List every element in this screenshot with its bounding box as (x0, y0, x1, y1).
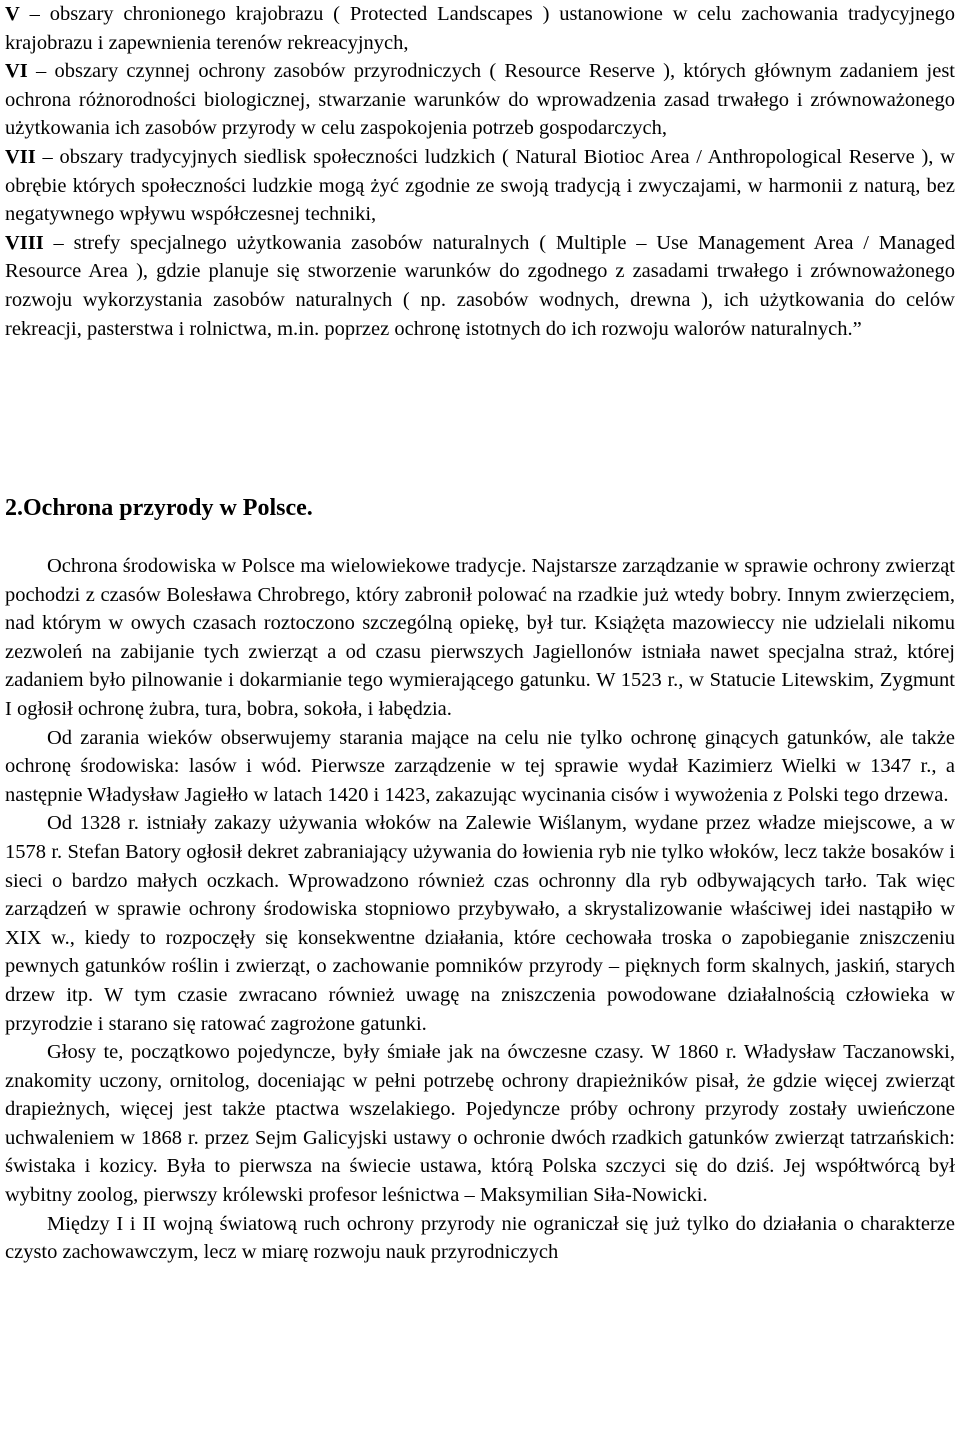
category-numeral: VII (5, 145, 36, 168)
paragraph: Od zarania wieków obserwujemy starania mające na celu nie tylko ochronę ginących gatunków, ale także ochronę środowiska: lasów i wód. Pierwsze zarządzenie w tej sprawie wydał Kazimierz Wielki w 1347 r., a następnie Władysław Jagiełło w latach 1420 i 1423, zakazując wycinania cisów i wywożenia z Polski tego drzewa. (5, 726, 955, 806)
section-body (5, 552, 955, 1267)
section-heading: 2.Ochrona przyrody w Polsce. (5, 495, 313, 521)
document-page (5, 0, 955, 1264)
paragraph: Między I i II wojną światową ruch ochrony przyrody nie ograniczał się już tylko do działania o charakterze czysto zachowawczym, lecz w miarę rozwoju nauk przyrodniczych (5, 1212, 955, 1264)
category-numeral: VIII (5, 231, 44, 254)
category-item-vi (5, 57, 955, 143)
category-numeral: VI (5, 60, 28, 83)
paragraph: Od 1328 r. istniały zakazy używania włoków na Zalewie Wiślanym, wydane przez władze miejscowe, a w 1578 r. Stefan Batory ogłosił dekret zabraniający używania do łowienia ryb nie tylko włoków, lecz także bosaków i sieci o bardzo małych oczkach. Wprowadzono również czas ochronny dla ryb odbywających tarło. Tak więc zarządzeń w sprawie ochrony środowiska stopniowo przybywało, a skrystalizowanie właściwej idei nastąpiło w XIX w., kiedy to rozpoczęły się konsekwentne działania, które cechowała troska o zapobieganie zniszczeniu pewnych gatunków roślin i zwierząt, o zachowanie pomników przyrody – pięknych form skalnych, jaskiń, starych drzew itp. W tym czasie zwracano również uwagę na zniszczenia powodowane działalnością człowieka w przyrodzie i starano się ratować zagrożone gatunki. (5, 812, 955, 1035)
category-item-viii (5, 229, 955, 343)
category-item-vii (5, 143, 955, 229)
category-description: – strefy specjalnego użytkowania zasobów naturalnych ( Multiple – Use Management Area / Managed Resource Area ), gdzie planuje się stworzenie warunków do zgodnego z zasadami trwałego i zrównoważonego rozwoju wykorzystania zasobów naturalnych ( np. zasobów wodnych, drewna ), ich użytkowania do celów rekreacji, pasterstwa i rolnictwa, m.in. poprzez ochronę istotnych do ich rozwoju walorów naturalnych.” (5, 231, 955, 340)
category-description: – obszary chronionego krajobrazu ( Protected Landscapes ) ustanowione w celu zachowania tradycyjnego krajobrazu i zapewnienia terenów rekreacyjnych, (5, 3, 955, 54)
paragraph: Ochrona środowiska w Polsce ma wielowiekowe tradycje. Najstarsze zarządzanie w sprawie ochrony zwierząt pochodzi z czasów Bolesława Chrobrego, który zabronił polować na rzadkie już wtedy bobry. Innym zwierzęciem, nad którym w owych czasach roztoczono szczególną opiekę, był tur. Książęta mazowieccy nie udzielali nikomu zezwoleń na zabijanie tych zwierząt a od czasu pierwszych Jagiellonów istniała nawet specjalna straż, której zadaniem było pilnowanie i dokarmianie tego wymierającego gatunku. W 1523 r., w Statucie Litewskim, Zygmunt I ogłosił ochronę żubra, tura, bobra, sokoła, i łabędzia. (5, 555, 955, 720)
category-numeral: V (5, 3, 20, 25)
category-description: – obszary czynnej ochrony zasobów przyrodniczych ( Resource Reserve ), których głównym zadaniem jest ochrona różnorodności biologicznej, stwarzanie warunków do wprowadzenia zasad trwałego i zrównoważonego użytkowania ich zasobów przyrody w celu zaspokojenia potrzeb gospodarczych, (5, 60, 955, 140)
paragraph: Głosy te, początkowo pojedyncze, były śmiałe jak na ówczesne czasy. W 1860 r. Władysław Taczanowski, znakomity uczony, ornitolog, doceniając w pełni potrzebę ochrony drapieżników pisał, że gdzie więcej zwierząt drapieżnych, więcej jest także ptactwa wszelakiego. Pojedyncze próby ochrony przyrody zostały uwieńczone uchwaleniem w 1868 r. przez Sejm Galicyjski ustawy o ochronie dwóch rzadkich gatunków zwierząt tatrzańskich: świstaka i kozicy. Była to pierwsza na świecie ustawa, którą Polska szczyci się do dziś. Jej współtwórcą był wybitny zoolog, pierwszy królewski profesor leśnictwa – Maksymilian Siła-Nowicki. (5, 1041, 955, 1207)
category-list (5, 0, 955, 343)
category-item-v (5, 0, 955, 57)
category-description: – obszary tradycyjnych siedlisk społeczności ludzkich ( Natural Biotioc Area / Anthropological Reserve ), w obrębie których społeczności ludzkie mogą żyć zgodnie ze swoją tradycją i zwyczajami, w harmonii z naturą, bez negatywnego wpływu współczesnej techniki, (5, 145, 955, 226)
